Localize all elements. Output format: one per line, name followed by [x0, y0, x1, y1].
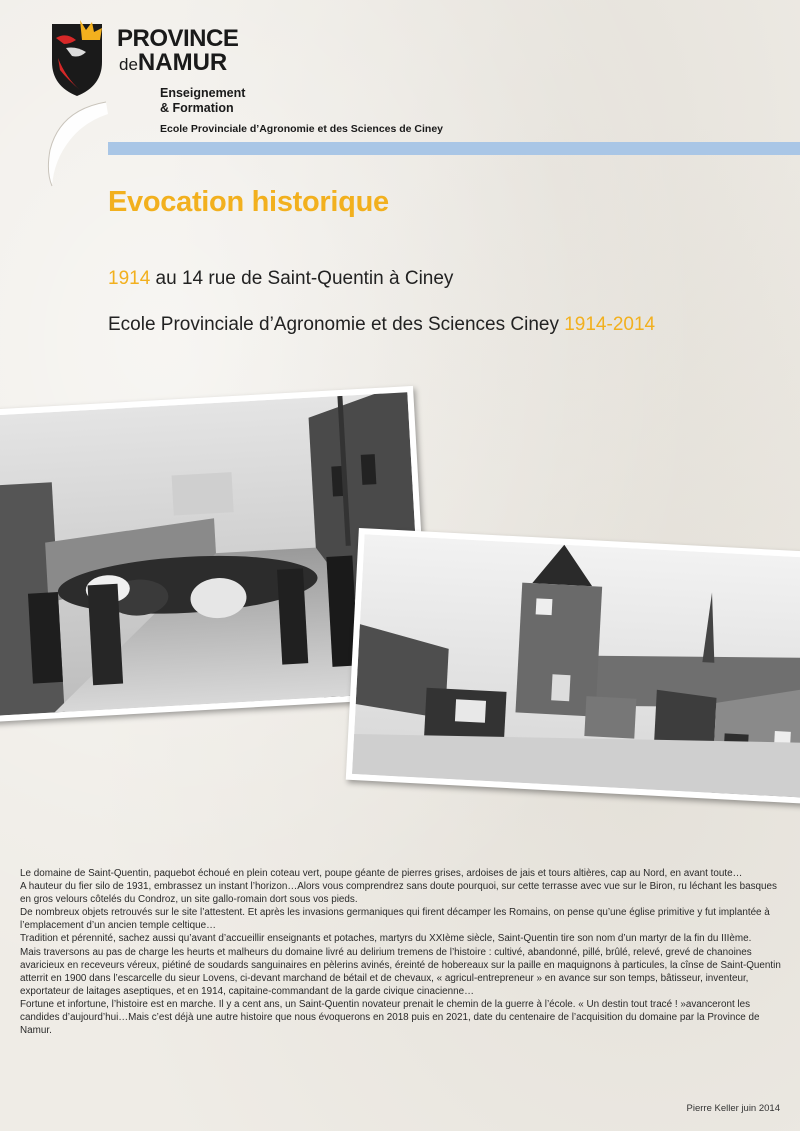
brand-province: PROVINCE: [117, 25, 239, 52]
subtitle-year: 1914: [108, 268, 151, 289]
dept-line2: & Formation: [160, 101, 234, 115]
subtitle-years: 1914-2014: [564, 314, 656, 335]
author-signature: Pierre Keller juin 2014: [686, 1103, 780, 1114]
brand-de: de: [119, 55, 138, 74]
brand-wordmark: [117, 27, 238, 77]
historic-photo-farm-tower: [346, 528, 800, 804]
subtitle-school-text: Ecole Provinciale d’Agronomie et des Sciences Ciney: [108, 314, 565, 335]
paragraph: Mais traversons au pas de charge les heurts et malheurs du domaine livré au delirium tremens de l’histoire : cultivé, abandonné, pillé, brûlé, relevé, grevé de chanoines avaricieux en receveurs véreux, piétiné de soudards sanguinaires en pèlerins avinés, éreinté de hobereaux sur la paille en maquignons à particules, la cînse de Saint-Quentin atterrit en 1900 dans l’escarcelle du sieur Lovens, ci-devant marchand de bétail et de chevaux, « agricul-entrepreneur » en avance sur son temps, bâtisseur, inventeur, exportateur de laitages aseptiques, et en 1914, capitaine-commandant de la garde civique cinacienne…: [20, 946, 781, 997]
paragraph: Tradition et pérennité, sachez aussi qu’avant d’accueillir enseignants et potaches, martyrs du XXIème siècle, Saint-Quentin tire son nom d’un martyr de la fin du IIIème.: [20, 933, 752, 945]
brand-namur-line: [119, 51, 238, 77]
department-name: [160, 86, 245, 116]
school-name: Ecole Provinciale d’Agronomie et des Sciences de Ciney: [160, 123, 444, 135]
dept-line1: Enseignement: [160, 86, 246, 100]
brand-namur: NAMUR: [137, 49, 228, 76]
province-namur-shield-icon: [46, 18, 108, 98]
history-body-text: [20, 867, 782, 1037]
page-title: Evocation historique: [108, 186, 389, 218]
paragraph: Fortune et infortune, l’histoire est en marche. Il y a cent ans, un Saint-Quentin novateur prenait le chemin de la guerre à l’école. « Un destin tout tracé ! »avanceront les candides d’aujourd’hui…Mais c’est déjà une autre histoire que nous évoquerons en 2018 puis en 2021, date du centenaire de l’acquisition du domaine par la Province de Namur.: [20, 998, 760, 1037]
header-band: [108, 142, 800, 155]
subtitle-address-text: au 14 rue de Saint-Quentin à Ciney: [150, 268, 454, 289]
subtitle-address: [108, 268, 453, 290]
subtitle-school: [108, 314, 655, 336]
paragraph: Le domaine de Saint-Quentin, paquebot échoué en plein coteau vert, poupe géante de pierres grises, ardoises de jais et tours altières, cap au Nord, en avant toute…: [20, 868, 743, 879]
paragraph: A hauteur du fier silo de 1931, embrassez un instant l’horizon…Alors vous comprendrez sans doute pourquoi, sur cette terrasse avec vue sur le Biron, ru léchant les basques en gros velours côtelés du Condroz, un site gallo-romain dort sous vos pieds.: [20, 881, 777, 906]
paper-curl-decoration: [40, 100, 110, 190]
paragraph: De nombreux objets retrouvés sur le site l’attestent. Et après les invasions germaniques qui firent décamper les Romains, on pense qu’une église primitive y fut implantée à l’emplacement d’un ancien temple celtique…: [20, 907, 770, 932]
